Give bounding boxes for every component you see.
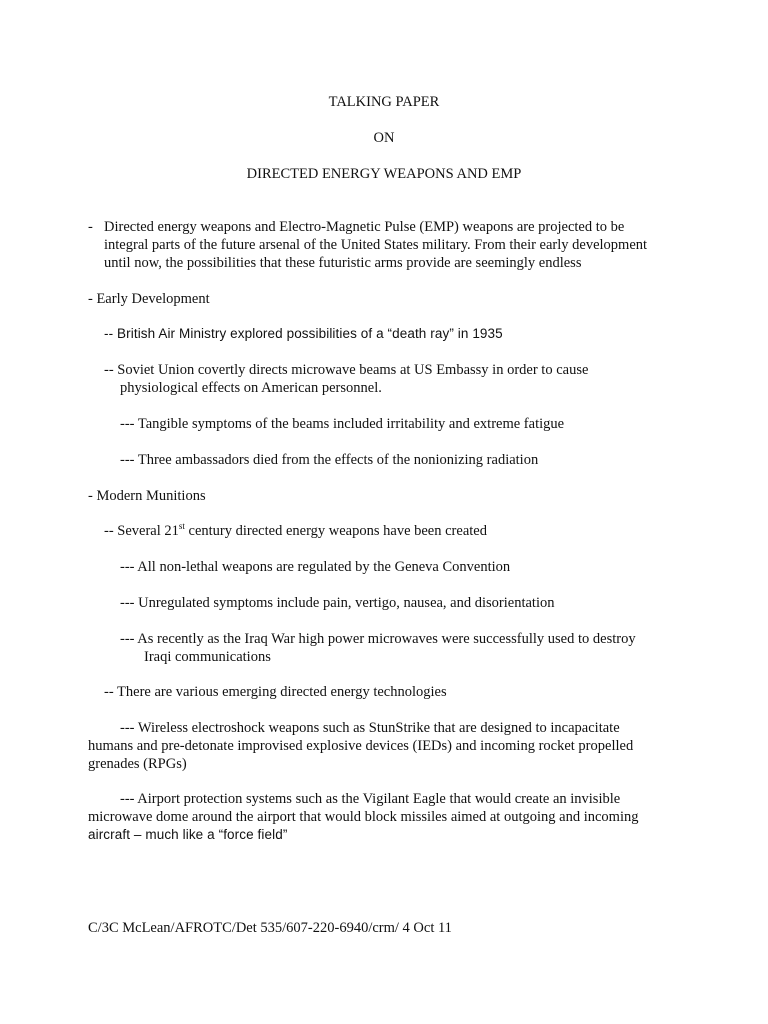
modern-item-1-pre: -- Several 21	[104, 523, 179, 539]
title-line-1: TALKING PAPER	[328, 94, 440, 110]
modern-item-1-sup: st	[178, 521, 185, 532]
title-line-3: DIRECTED ENERGY WEAPONS AND EMP	[246, 166, 522, 182]
tech-1-line-1: --- Wireless electroshock weapons such as StunStrike that are designed to incapacitate	[120, 720, 620, 736]
intro-bullet-marker: -	[88, 219, 93, 235]
modern-sub-3-line-1: --- As recently as the Iraq War high power microwaves were successfully used to destroy	[120, 631, 636, 647]
early-sub-1: --- Tangible symptoms of the beams included irritability and extreme fatigue	[120, 416, 565, 432]
intro-line-3: until now, the possibilities that these futuristic arms provide are seemingly endless	[104, 255, 582, 271]
footer-author-line: C/3C McLean/AFROTC/Det 535/607-220-6940/crm/ 4 Oct 11	[88, 920, 452, 936]
tech-2-line-2: microwave dome around the airport that would block missiles aimed at outgoing and incoming	[88, 809, 639, 825]
early-development-heading: - Early Development	[88, 291, 210, 307]
modern-item-2: -- There are various emerging directed energy technologies	[104, 684, 447, 700]
modern-item-1	[104, 522, 487, 540]
early-sub-2: --- Three ambassadors died from the effects of the nonionizing radiation	[120, 452, 539, 468]
intro-line-2: integral parts of the future arsenal of the United States military. From their early development	[104, 237, 648, 253]
early-item-2-line-1: -- Soviet Union covertly directs microwave beams at US Embassy in order to cause	[104, 362, 589, 378]
modern-item-1-post: century directed energy weapons have been created	[184, 523, 487, 539]
tech-2-line-1: --- Airport protection systems such as the Vigilant Eagle that would create an invisible	[120, 791, 621, 807]
tech-1-line-2: humans and pre-detonate improvised explosive devices (IEDs) and incoming rocket propelled	[88, 738, 634, 754]
early-item-1: -- British Air Ministry explored possibilities of a “death ray” in 1935	[104, 326, 503, 341]
modern-sub-3-line-2: Iraqi communications	[144, 649, 271, 665]
tech-2-line-3: aircraft – much like a “force field”	[88, 827, 288, 842]
modern-sub-1: --- All non-lethal weapons are regulated by the Geneva Convention	[120, 559, 511, 575]
modern-munitions-heading: - Modern Munitions	[88, 488, 206, 504]
tech-1-line-3: grenades (RPGs)	[88, 756, 187, 772]
intro-line-1: Directed energy weapons and Electro-Magnetic Pulse (EMP) weapons are projected to be	[104, 219, 625, 235]
early-item-2-line-2: physiological effects on American personnel.	[120, 380, 382, 396]
modern-sub-2: --- Unregulated symptoms include pain, vertigo, nausea, and disorientation	[120, 595, 555, 611]
title-line-2: ON	[373, 130, 395, 146]
